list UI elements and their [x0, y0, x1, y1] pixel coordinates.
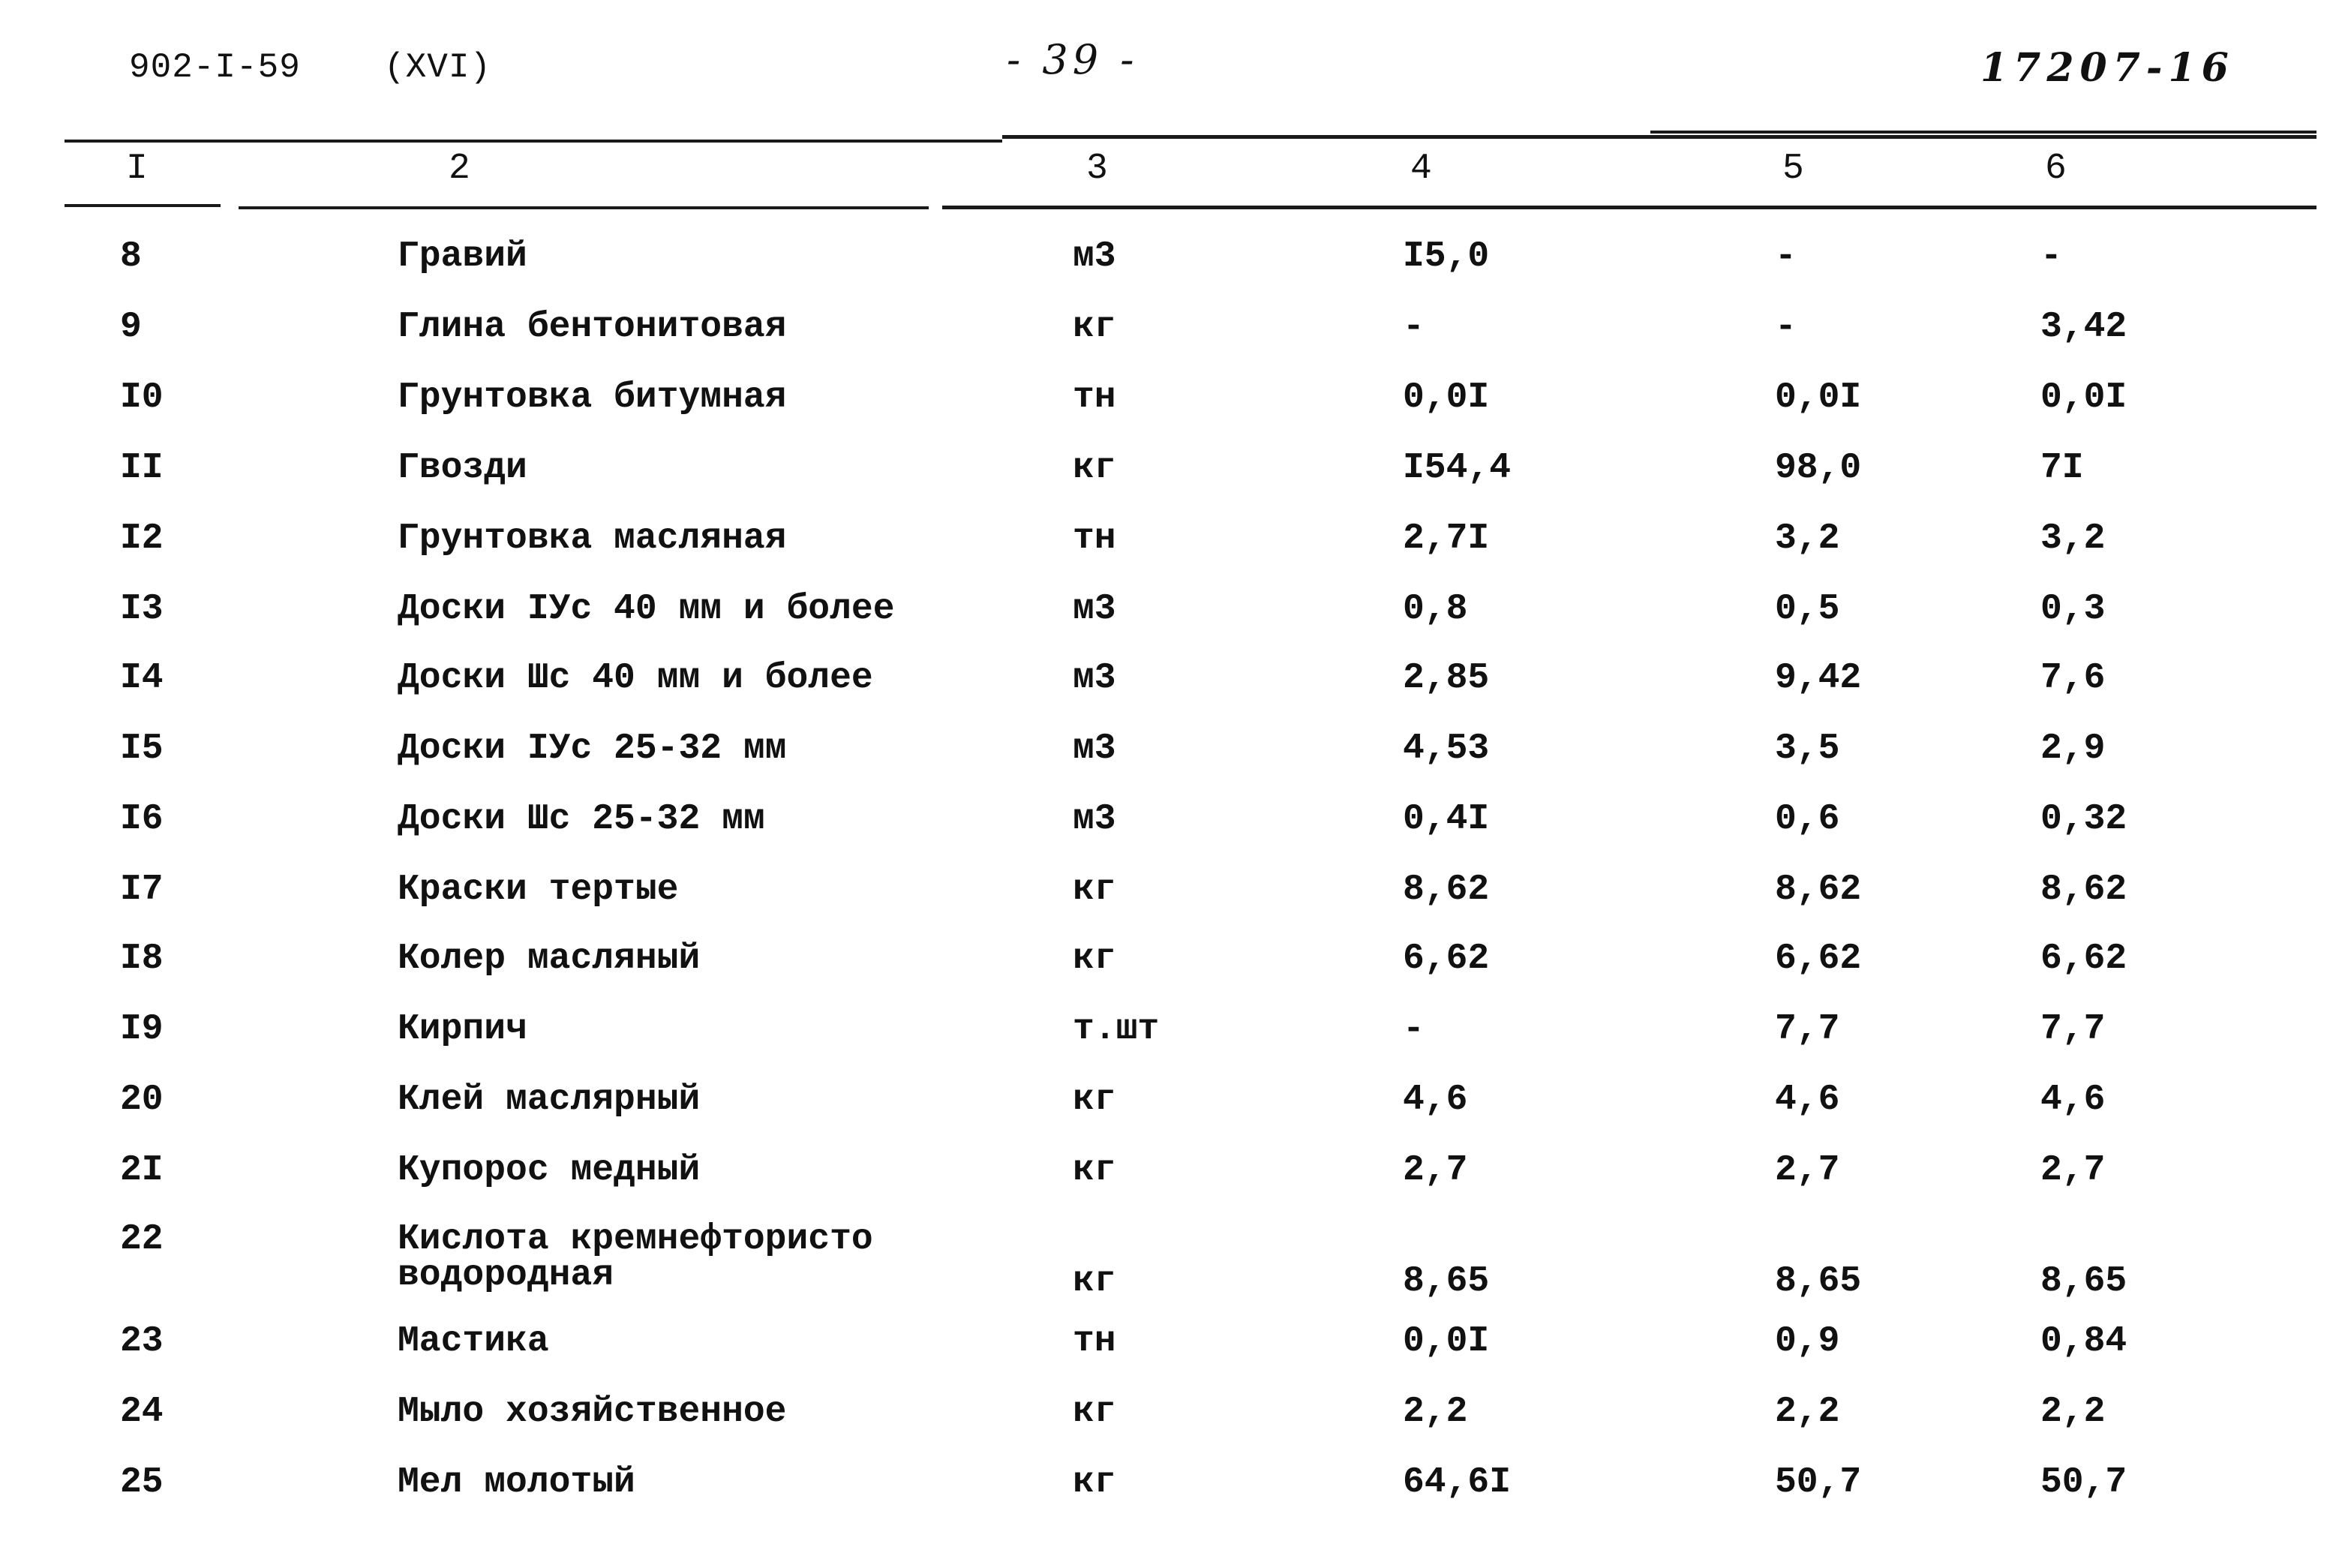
- row-number: I9: [120, 1009, 164, 1050]
- value-col-5: 50,7: [1775, 1462, 1862, 1503]
- value-col-4: 64,6I: [1403, 1462, 1512, 1503]
- material-name: Гвозди: [398, 448, 527, 488]
- unit-cell: м3: [1073, 658, 1116, 698]
- value-col-5: 2,7: [1775, 1150, 1840, 1191]
- column-header-3: 3: [1086, 149, 1108, 189]
- value-col-6: 3,42: [2040, 307, 2127, 347]
- top-rule: [1650, 131, 2316, 134]
- value-col-6: 2,9: [2040, 728, 2106, 769]
- value-col-6: 7I: [2040, 448, 2084, 488]
- value-col-4: -: [1403, 307, 1425, 347]
- row-number: I0: [120, 377, 164, 418]
- row-number: 8: [120, 236, 142, 277]
- unit-cell: тн: [1073, 377, 1116, 418]
- material-name: Мыло хозяйственное: [398, 1392, 787, 1432]
- value-col-6: 4,6: [2040, 1080, 2106, 1120]
- value-col-6: 8,62: [2040, 870, 2127, 910]
- value-col-4: I54,4: [1403, 448, 1512, 488]
- value-col-5: 6,62: [1775, 939, 1862, 979]
- value-col-5: 0,9: [1775, 1321, 1840, 1362]
- row-number: II: [120, 448, 164, 488]
- column-header-4: 4: [1410, 149, 1432, 189]
- value-col-4: 8,65: [1403, 1261, 1490, 1302]
- unit-cell: м3: [1073, 589, 1116, 629]
- material-name: Мастика: [398, 1321, 549, 1362]
- value-col-6: 6,62: [2040, 939, 2127, 979]
- unit-cell: т.шт: [1073, 1009, 1160, 1050]
- value-col-6: 0,32: [2040, 799, 2127, 840]
- row-number: I3: [120, 589, 164, 629]
- row-number: 22: [120, 1219, 164, 1260]
- material-name: Грунтовка масляная: [398, 518, 787, 559]
- value-col-5: 8,62: [1775, 870, 1862, 910]
- column-header-2: 2: [449, 149, 470, 189]
- material-name: Купорос медный: [398, 1150, 701, 1191]
- unit-cell: кг: [1073, 939, 1116, 979]
- value-col-5: 0,6: [1775, 799, 1840, 840]
- row-number: 25: [120, 1462, 164, 1503]
- row-number: I6: [120, 799, 164, 840]
- value-col-5: 7,7: [1775, 1009, 1840, 1050]
- material-name-line-1: Кислота кремнефтористо: [398, 1219, 873, 1260]
- value-col-5: 8,65: [1775, 1261, 1862, 1302]
- column-header-6: 6: [2045, 149, 2067, 189]
- material-name: [398, 1219, 873, 1296]
- value-col-6: 3,2: [2040, 518, 2106, 559]
- value-col-4: 6,62: [1403, 939, 1490, 979]
- value-col-6: 7,6: [2040, 658, 2106, 698]
- material-name: Колер масляный: [398, 939, 701, 979]
- unit-cell: кг: [1073, 1261, 1116, 1302]
- value-col-6: 2,2: [2040, 1392, 2106, 1432]
- column-header-1: I: [126, 149, 148, 189]
- column-header-5: 5: [1782, 149, 1804, 189]
- row-number: I4: [120, 658, 164, 698]
- material-name: Доски Шс 25-32 мм: [398, 799, 765, 840]
- value-col-5: 0,0I: [1775, 377, 1862, 418]
- unit-cell: кг: [1073, 870, 1116, 910]
- value-col-6: 2,7: [2040, 1150, 2106, 1191]
- unit-cell: кг: [1073, 307, 1116, 347]
- material-name: Мел молотый: [398, 1462, 635, 1503]
- value-col-4: 0,8: [1403, 589, 1468, 629]
- row-number: I5: [120, 728, 164, 769]
- row-number: 23: [120, 1321, 164, 1362]
- material-name: Доски IУс 25-32 мм: [398, 728, 787, 769]
- header-rule: [239, 206, 929, 209]
- row-number: I8: [120, 939, 164, 979]
- value-col-4: 0,0I: [1403, 1321, 1490, 1362]
- value-col-4: 0,4I: [1403, 799, 1490, 840]
- unit-cell: м3: [1073, 728, 1116, 769]
- row-number: 24: [120, 1392, 164, 1432]
- material-name: Краски тертые: [398, 870, 679, 910]
- unit-cell: кг: [1073, 1150, 1116, 1191]
- value-col-6: 7,7: [2040, 1009, 2106, 1050]
- value-col-4: 4,53: [1403, 728, 1490, 769]
- material-name-line-2: водородная: [398, 1255, 614, 1296]
- document-series: (XVI): [384, 48, 492, 87]
- value-col-5: 0,5: [1775, 589, 1840, 629]
- value-col-5: 2,2: [1775, 1392, 1840, 1432]
- material-name: Глина бентонитовая: [398, 307, 787, 347]
- value-col-5: 4,6: [1775, 1080, 1840, 1120]
- value-col-6: 8,65: [2040, 1261, 2127, 1302]
- unit-cell: кг: [1073, 1392, 1116, 1432]
- value-col-4: -: [1403, 1009, 1425, 1050]
- value-col-6: 0,0I: [2040, 377, 2127, 418]
- row-number: I2: [120, 518, 164, 559]
- row-number: I7: [120, 870, 164, 910]
- value-col-5: 3,2: [1775, 518, 1840, 559]
- row-number: 9: [120, 307, 142, 347]
- row-number: 20: [120, 1080, 164, 1120]
- value-col-6: 50,7: [2040, 1462, 2127, 1503]
- value-col-6: 0,3: [2040, 589, 2106, 629]
- value-col-5: -: [1775, 307, 1797, 347]
- material-name: Грунтовка битумная: [398, 377, 787, 418]
- value-col-6: 0,84: [2040, 1321, 2127, 1362]
- value-col-5: 3,5: [1775, 728, 1840, 769]
- archive-number: 17207-16: [1980, 45, 2235, 91]
- unit-cell: кг: [1073, 448, 1116, 488]
- row-number: 2I: [120, 1150, 164, 1191]
- unit-cell: кг: [1073, 1462, 1116, 1503]
- value-col-4: 2,7: [1403, 1150, 1468, 1191]
- value-col-6: -: [2040, 236, 2062, 277]
- unit-cell: м3: [1073, 236, 1116, 277]
- unit-cell: м3: [1073, 799, 1116, 840]
- value-col-5: 98,0: [1775, 448, 1862, 488]
- top-rule: [1002, 135, 2316, 139]
- page-number: - 39 -: [1007, 36, 1139, 83]
- header-rule: [65, 204, 221, 207]
- value-col-4: I5,0: [1403, 236, 1490, 277]
- top-rule: [65, 140, 1002, 143]
- unit-cell: тн: [1073, 1321, 1116, 1362]
- value-col-5: -: [1775, 236, 1797, 277]
- value-col-4: 0,0I: [1403, 377, 1490, 418]
- material-name: Клей маслярный: [398, 1080, 701, 1120]
- header-rule: [942, 206, 2316, 209]
- value-col-4: 2,7I: [1403, 518, 1490, 559]
- value-col-4: 2,85: [1403, 658, 1490, 698]
- value-col-4: 2,2: [1403, 1392, 1468, 1432]
- unit-cell: тн: [1073, 518, 1116, 559]
- value-col-4: 8,62: [1403, 870, 1490, 910]
- material-name: Доски Шс 40 мм и более: [398, 658, 873, 698]
- document-code: 902-I-59: [129, 48, 301, 87]
- material-name: Доски IУс 40 мм и более: [398, 589, 895, 629]
- unit-cell: кг: [1073, 1080, 1116, 1120]
- material-name: Гравий: [398, 236, 527, 277]
- value-col-4: 4,6: [1403, 1080, 1468, 1120]
- value-col-5: 9,42: [1775, 658, 1862, 698]
- material-name: Кирпич: [398, 1009, 527, 1050]
